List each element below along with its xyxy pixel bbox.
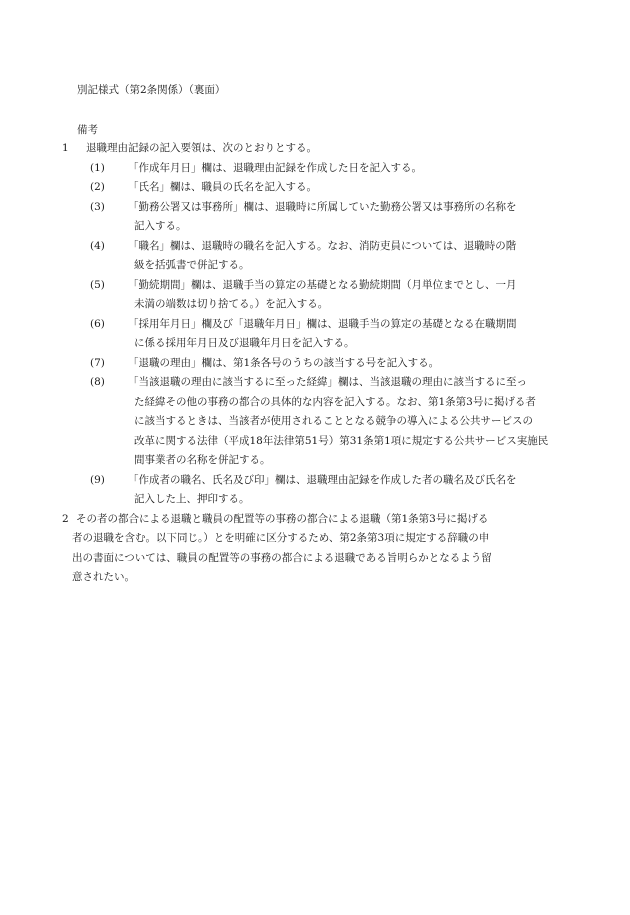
subitem (62, 237, 562, 276)
item-text-line: 意されたい。 (72, 571, 135, 583)
subitem-text-line: に該当するときは、当該者が使用されることとなる競争の導入による公共サービスの (134, 415, 533, 427)
item-number: 2 (62, 512, 69, 525)
subitem-text-line: 「当該退職の理由に該当するに至った経緯」欄は、当該退職の理由に該当するに至っ (128, 376, 527, 388)
subitem-body (128, 159, 562, 179)
subitem-number: (8) (90, 376, 105, 388)
subitem-number: (2) (90, 181, 105, 193)
subitem-text-line: に係る採用年月日及び退職年月日を記入する。 (134, 337, 355, 349)
subitem-body (128, 471, 562, 510)
subitem-number: (5) (90, 278, 105, 291)
subitem-body (128, 354, 562, 374)
subitem-text-line: 「勤務公署又は事務所」欄は、退職時に所属していた勤務公署又は事務所の名称を (128, 200, 517, 213)
subitem-text-line: 「作成者の職名、氏名及び印」欄は、退職理由記録を作成した者の職名及び氏名を (128, 473, 517, 486)
subitem-body (128, 276, 562, 315)
subitem-text-line: 「作成年月日」欄は、退職理由記録を作成した日を記入する。 (128, 161, 422, 174)
item-text-line: 者の退職を含む。以下同じ。）とを明確に区分するため、第2条第3項に規定する辞職の申 (72, 532, 490, 544)
subitem (62, 354, 562, 374)
subitem (62, 198, 562, 237)
subitem-number: (1) (90, 161, 105, 174)
subitem (62, 373, 562, 471)
subitem-text-line: 記入した上、押印する。 (134, 493, 250, 505)
item-text-line (62, 510, 562, 530)
subitem-number: (7) (90, 356, 105, 369)
form-header: 別記様式（第2条関係）（裏面） (77, 84, 226, 96)
subitem-number: (6) (90, 317, 105, 330)
subitem-body (128, 198, 562, 237)
item-text-line: 出の書面については、職員の配置等の事務の都合による退職である旨明らかとなるよう留 (72, 551, 492, 564)
subitem-list (62, 159, 562, 510)
subitem-number: (9) (90, 473, 105, 486)
subitem-text-line: 間事業者の名称を併記する。 (134, 454, 271, 466)
subitem-text-line: 「氏名」欄は、職員の氏名を記入する。 (128, 181, 317, 193)
note-item-1 (62, 139, 562, 159)
section-title: 備考 (77, 124, 98, 136)
subitem-text-line: 「勤続期間」欄は、退職手当の算定の基礎となる勤続期間（月単位までとし、一月 (128, 278, 517, 291)
item-text: 退職理由記録の記入要領は、次のとおりとする。 (86, 142, 317, 154)
subitem (62, 159, 562, 179)
subitem-text-line: 「退職の理由」欄は、第1条各号のうちの該当する号を記入する。 (128, 356, 440, 369)
subitem (62, 315, 562, 354)
subitem-body (128, 315, 562, 354)
subitem-text-line: 記入する。 (134, 220, 187, 232)
note-item-2 (62, 510, 562, 588)
subitem (62, 178, 562, 198)
subitem-number: (3) (90, 200, 105, 213)
subitem-body (128, 373, 562, 471)
subitem-text-line: 級を括弧書で併記する。 (134, 259, 250, 271)
subitem-body (128, 237, 562, 276)
subitem (62, 471, 562, 510)
subitem-text-line: 未満の端数は切り捨てる。）を記入する。 (134, 298, 329, 310)
subitem-text-line: 「職名」欄は、退職時の職名を記入する。なお、消防吏員については、退職時の階 (128, 239, 517, 252)
item-text: その者の都合による退職と職員の配置等の事務の都合による退職（第1条第3号に掲げる (76, 512, 489, 525)
subitem-text-line: 改革に関する法律（平成18年法律第51号）第31条第1項に規定する公共サービス実施民 (134, 434, 549, 447)
item-number: 1 (62, 142, 69, 154)
subitem (62, 276, 562, 315)
subitem-text-line: た経緯その他の事務の都合の具体的な内容を記入する。なお、第1条第3号に掲げる者 (134, 395, 536, 408)
subitem-number: (4) (90, 239, 105, 252)
notes-content (62, 139, 562, 588)
subitem-body (128, 178, 562, 198)
subitem-text-line: 「採用年月日」欄及び「退職年月日」欄は、退職手当の算定の基礎となる在職期間 (128, 317, 517, 330)
